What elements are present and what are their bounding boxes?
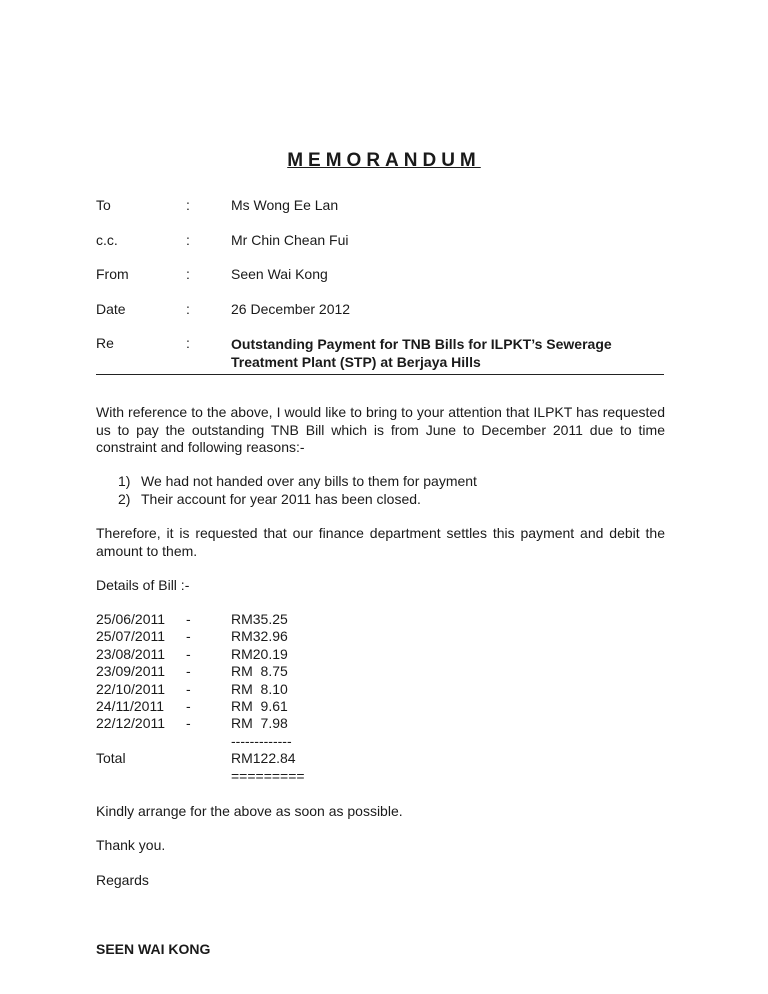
total-underline: ========= bbox=[231, 767, 305, 784]
bill-amount: RM 8.75 bbox=[231, 663, 288, 680]
bill-dash: - bbox=[186, 628, 191, 645]
to-colon: : bbox=[186, 197, 190, 213]
cc-label: c.c. bbox=[96, 232, 118, 248]
intro-paragraph: With reference to the above, I would like to bring to your attention that ILPKT has requested us to pay the outstanding TNB Bill which is from June to December 2011 due to time constraint and following reasons:- bbox=[96, 404, 665, 455]
list-item-text: Their account for year 2011 has been closed. bbox=[141, 490, 421, 507]
bill-date: 22/10/2011 bbox=[96, 680, 166, 697]
regards-text: Regards bbox=[96, 872, 149, 888]
cc-colon: : bbox=[186, 232, 190, 248]
bill-date: 25/07/2011 bbox=[96, 628, 166, 645]
to-label: To bbox=[96, 197, 111, 213]
bill-date: 25/06/2011 bbox=[96, 611, 166, 627]
date-colon: : bbox=[186, 301, 190, 317]
re-row bbox=[96, 335, 676, 371]
bill-dash: - bbox=[186, 680, 191, 697]
bill-amount: RM 9.61 bbox=[231, 697, 288, 714]
to-row bbox=[96, 197, 676, 215]
re-value: Outstanding Payment for TNB Bills for ILPKT’s Sewerage Treatment Plant (STP) at Berjaya Hills bbox=[231, 336, 612, 370]
from-row bbox=[96, 266, 676, 284]
thanks-text: Thank you. bbox=[96, 837, 166, 853]
from-label: From bbox=[96, 266, 129, 282]
bill-dash: - bbox=[186, 715, 191, 732]
bill-dash: - bbox=[186, 611, 191, 627]
from-value: Seen Wai Kong bbox=[231, 266, 328, 282]
date-value: 26 December 2012 bbox=[231, 301, 351, 317]
date-label: Date bbox=[96, 301, 126, 317]
date-row bbox=[96, 301, 676, 319]
cc-value: Mr Chin Chean Fui bbox=[231, 232, 349, 248]
total-value: RM122.84 bbox=[231, 750, 296, 767]
list-item-number: 1) bbox=[118, 473, 131, 489]
bill-amount: RM32.96 bbox=[231, 628, 288, 645]
signature-name: SEEN WAI KONG bbox=[96, 941, 211, 957]
to-value: Ms Wong Ee Lan bbox=[231, 197, 339, 213]
total-label: Total bbox=[96, 750, 126, 767]
bill-date: 24/11/2011 bbox=[96, 697, 164, 714]
request-paragraph: Therefore, it is requested that our finance department settles this payment and debit the amount to them. bbox=[96, 525, 665, 559]
from-colon: : bbox=[186, 266, 190, 282]
header-divider bbox=[96, 374, 664, 375]
list-item-number: 2) bbox=[118, 490, 131, 507]
bill-dash: - bbox=[186, 663, 191, 680]
bill-date: 23/09/2011 bbox=[96, 663, 166, 680]
bill-amount: RM 7.98 bbox=[231, 715, 288, 732]
re-label: Re bbox=[96, 335, 114, 351]
subtotal-line: ------------- bbox=[231, 732, 292, 749]
bill-amount: RM35.25 bbox=[231, 611, 288, 627]
bill-date: 23/08/2011 bbox=[96, 645, 166, 662]
re-colon: : bbox=[186, 335, 190, 351]
bill-dash: - bbox=[186, 645, 191, 662]
bill-dash: - bbox=[186, 697, 191, 714]
cc-row bbox=[96, 232, 676, 250]
list-item-text: We had not handed over any bills to them for payment bbox=[141, 473, 477, 489]
bill-amount: RM 8.10 bbox=[231, 680, 288, 697]
closing-text: Kindly arrange for the above as soon as possible. bbox=[96, 803, 403, 819]
details-label: Details of Bill :- bbox=[96, 577, 190, 593]
memo-title: MEMORANDUM bbox=[287, 150, 481, 171]
bill-date: 22/12/2011 bbox=[96, 715, 166, 732]
bill-amount: RM20.19 bbox=[231, 645, 288, 662]
